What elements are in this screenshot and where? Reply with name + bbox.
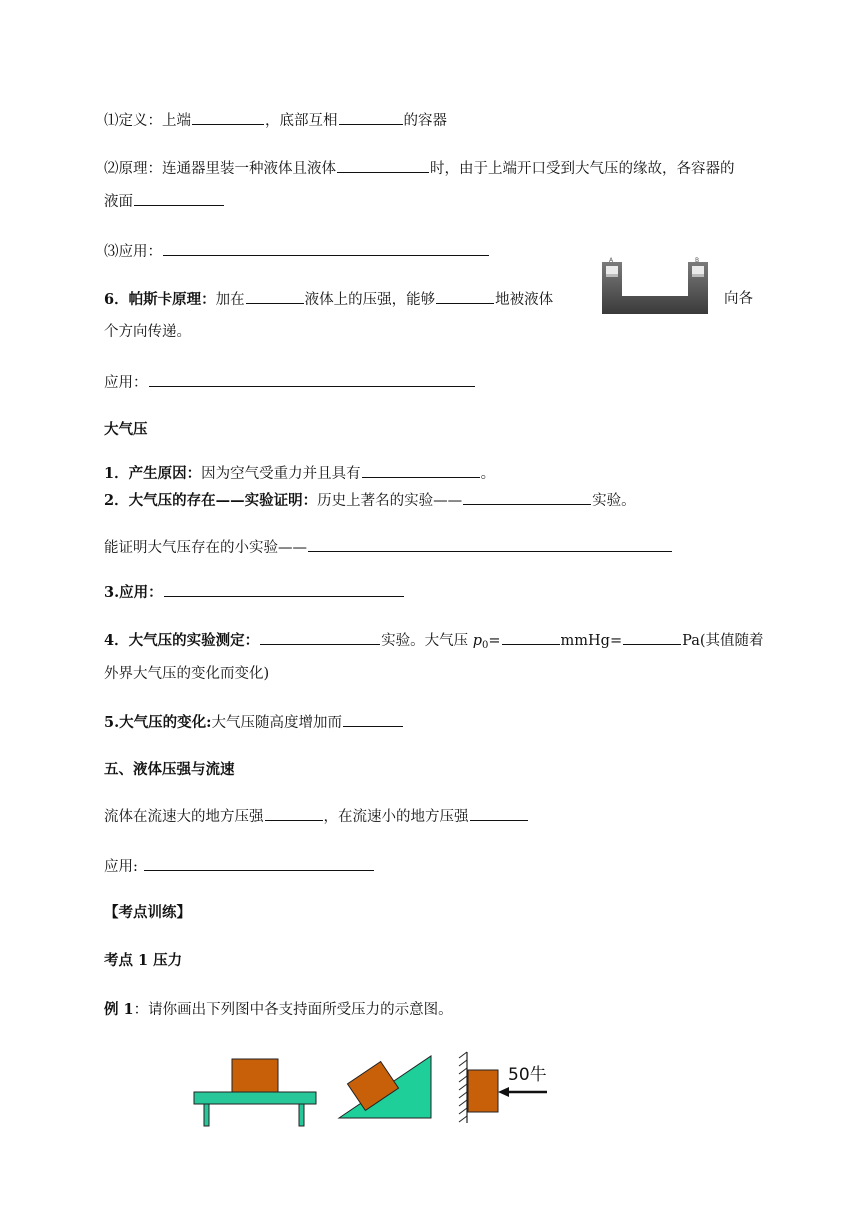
section5-text: 流体在流速大的地方压强 ，在流速小的地方压强 <box>104 806 529 827</box>
pascal-principle: 6．帕斯卡原理：加在 液体上的压强，能够 地被液体 <box>104 291 554 308</box>
training-title: 【考点训练】 <box>104 904 191 921</box>
atmosphere-small-experiment: 能证明大气压存在的小实验—— <box>104 537 673 558</box>
svg-text:B: B <box>695 257 700 264</box>
example-1: 例 1：请你画出下列图中各支持面所受压力的示意图。 <box>104 1001 453 1018</box>
pascal-text-right: 向各 <box>724 291 753 307</box>
atmosphere-item2: 2．大气压的存在——实验证明：历史上著名的实验—— 实验。 <box>104 492 636 509</box>
training-point1: 考点 1 压力 <box>104 952 183 969</box>
force-label: 50牛 <box>508 1065 547 1085</box>
pascal-line2: 个方向传递。 <box>104 324 191 340</box>
section5-title: 五、液体压强与流速 <box>104 761 235 778</box>
figure-wall-block <box>455 1050 555 1125</box>
atmosphere-item4-line2: 外界大气压的变化而变化) <box>104 666 270 682</box>
connector-principle: ⑵原理：连通器里装一种液体且液体 时，由于上端开口受到大气压的缘故，各容器的 <box>104 158 735 179</box>
pascal-application: 应用： <box>104 372 476 393</box>
figure-table-block <box>190 1055 320 1130</box>
section5-application: 应用: <box>104 856 375 877</box>
figure-ramp-block <box>335 1050 440 1122</box>
svg-text:A: A <box>609 257 614 264</box>
atmosphere-item1: 1．产生原因：因为空气受重力并且具有 。 <box>104 465 496 482</box>
connector-principle-line2: 液面 <box>104 191 225 212</box>
atmosphere-item5: 5.大气压的变化:大气压随高度增加而 <box>104 712 404 733</box>
connector-application: ⑶应用： <box>104 241 490 262</box>
atmosphere-title: 大气压 <box>104 421 148 438</box>
u-tube-connector-image <box>600 256 710 316</box>
connector-definition: ⑴定义：上端 ，底部互相 的容器 <box>104 110 447 131</box>
atmosphere-item3: 3.应用： <box>104 582 405 603</box>
atmosphere-item4: 4．大气压的实验测定： 实验。大气压 $p_0=$ mmHg= Pa(其值随着 <box>104 632 764 651</box>
